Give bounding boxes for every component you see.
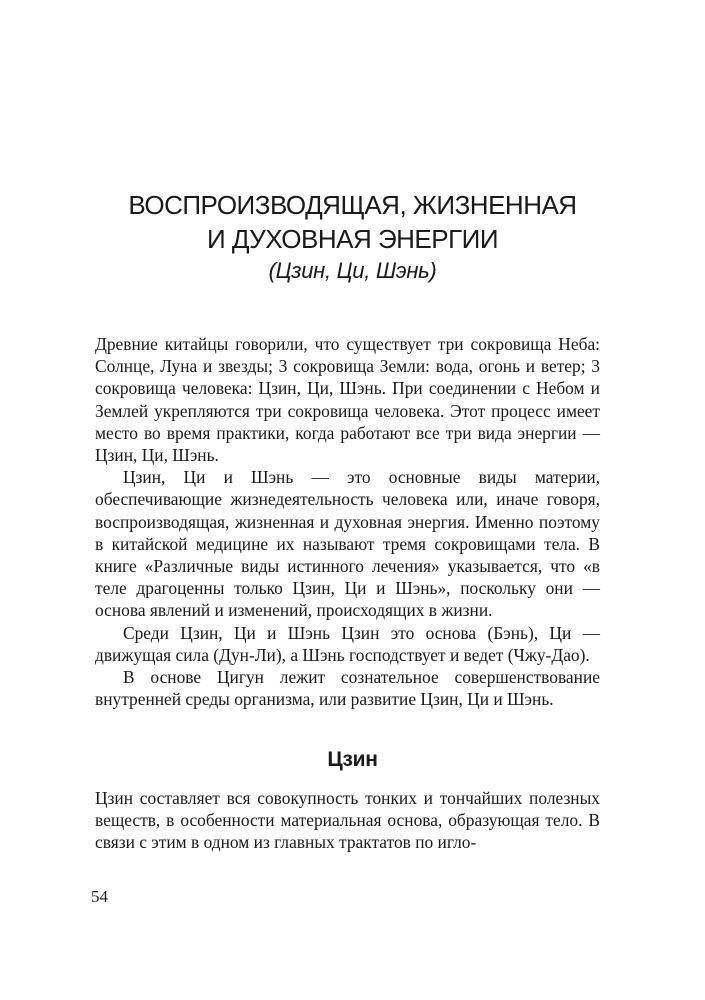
section-heading: Цзин	[327, 748, 378, 771]
page-number: 54	[91, 887, 108, 906]
chapter-title-line-2: И ДУХОВНАЯ ЭНЕРГИИ	[206, 224, 499, 254]
paragraph: Древние китайцы говорили, что существует три сокровища Неба: Солнце, Луна и звезды; 3 сокровища Земли: вода, огонь и ветер; 3 сокровища человека: Цзин, Ци, Шэнь. При соединении с Небом и Землей укрепляются три сокровища человека. Этот процесс имеет место во время практики, когда работают все три вида энергии — Цзин, Ци, Шэнь.	[95, 334, 600, 466]
paragraph: Цзин составляет вся совокупность тонких и тончайших полезных веществ, в особенности материальная основа, образующая тело. В связи с этим в одном из главных трактатов по игло-	[95, 788, 600, 853]
section-text	[95, 787, 600, 854]
paragraph: Среди Цзин, Ци и Шэнь Цзин это основа (Бэнь), Ци — движущая сила (Дун-Ли), а Шэнь господствует и ведет (Чжу-Дао).	[95, 622, 600, 665]
chapter-title-line-1: ВОСПРОИЗВОДЯЩАЯ, ЖИЗНЕННАЯ	[128, 190, 577, 220]
intro-text	[95, 333, 600, 710]
paragraph: В основе Цигун лежит сознательное совершенствование внутренней среды организма, или развитие Цзин, Ци и Шэнь.	[95, 667, 600, 710]
chapter-subtitle: (Цзин, Ци, Шэнь)	[268, 258, 437, 283]
paragraph: Цзин, Ци и Шэнь — это основные виды материи, обеспечивающие жизнедеятельность человека или, иначе говоря, воспроизводящая, жизненная и духовная энергия. Именно поэтому в китайской медицине их называют тремя сокровищами тела. В книге «Различные виды истинного лечения» указывается, что «в теле драгоценны только Цзин, Ци и Шэнь», поскольку они — основа явлений и изменений, происходящих в жизни.	[95, 467, 600, 621]
